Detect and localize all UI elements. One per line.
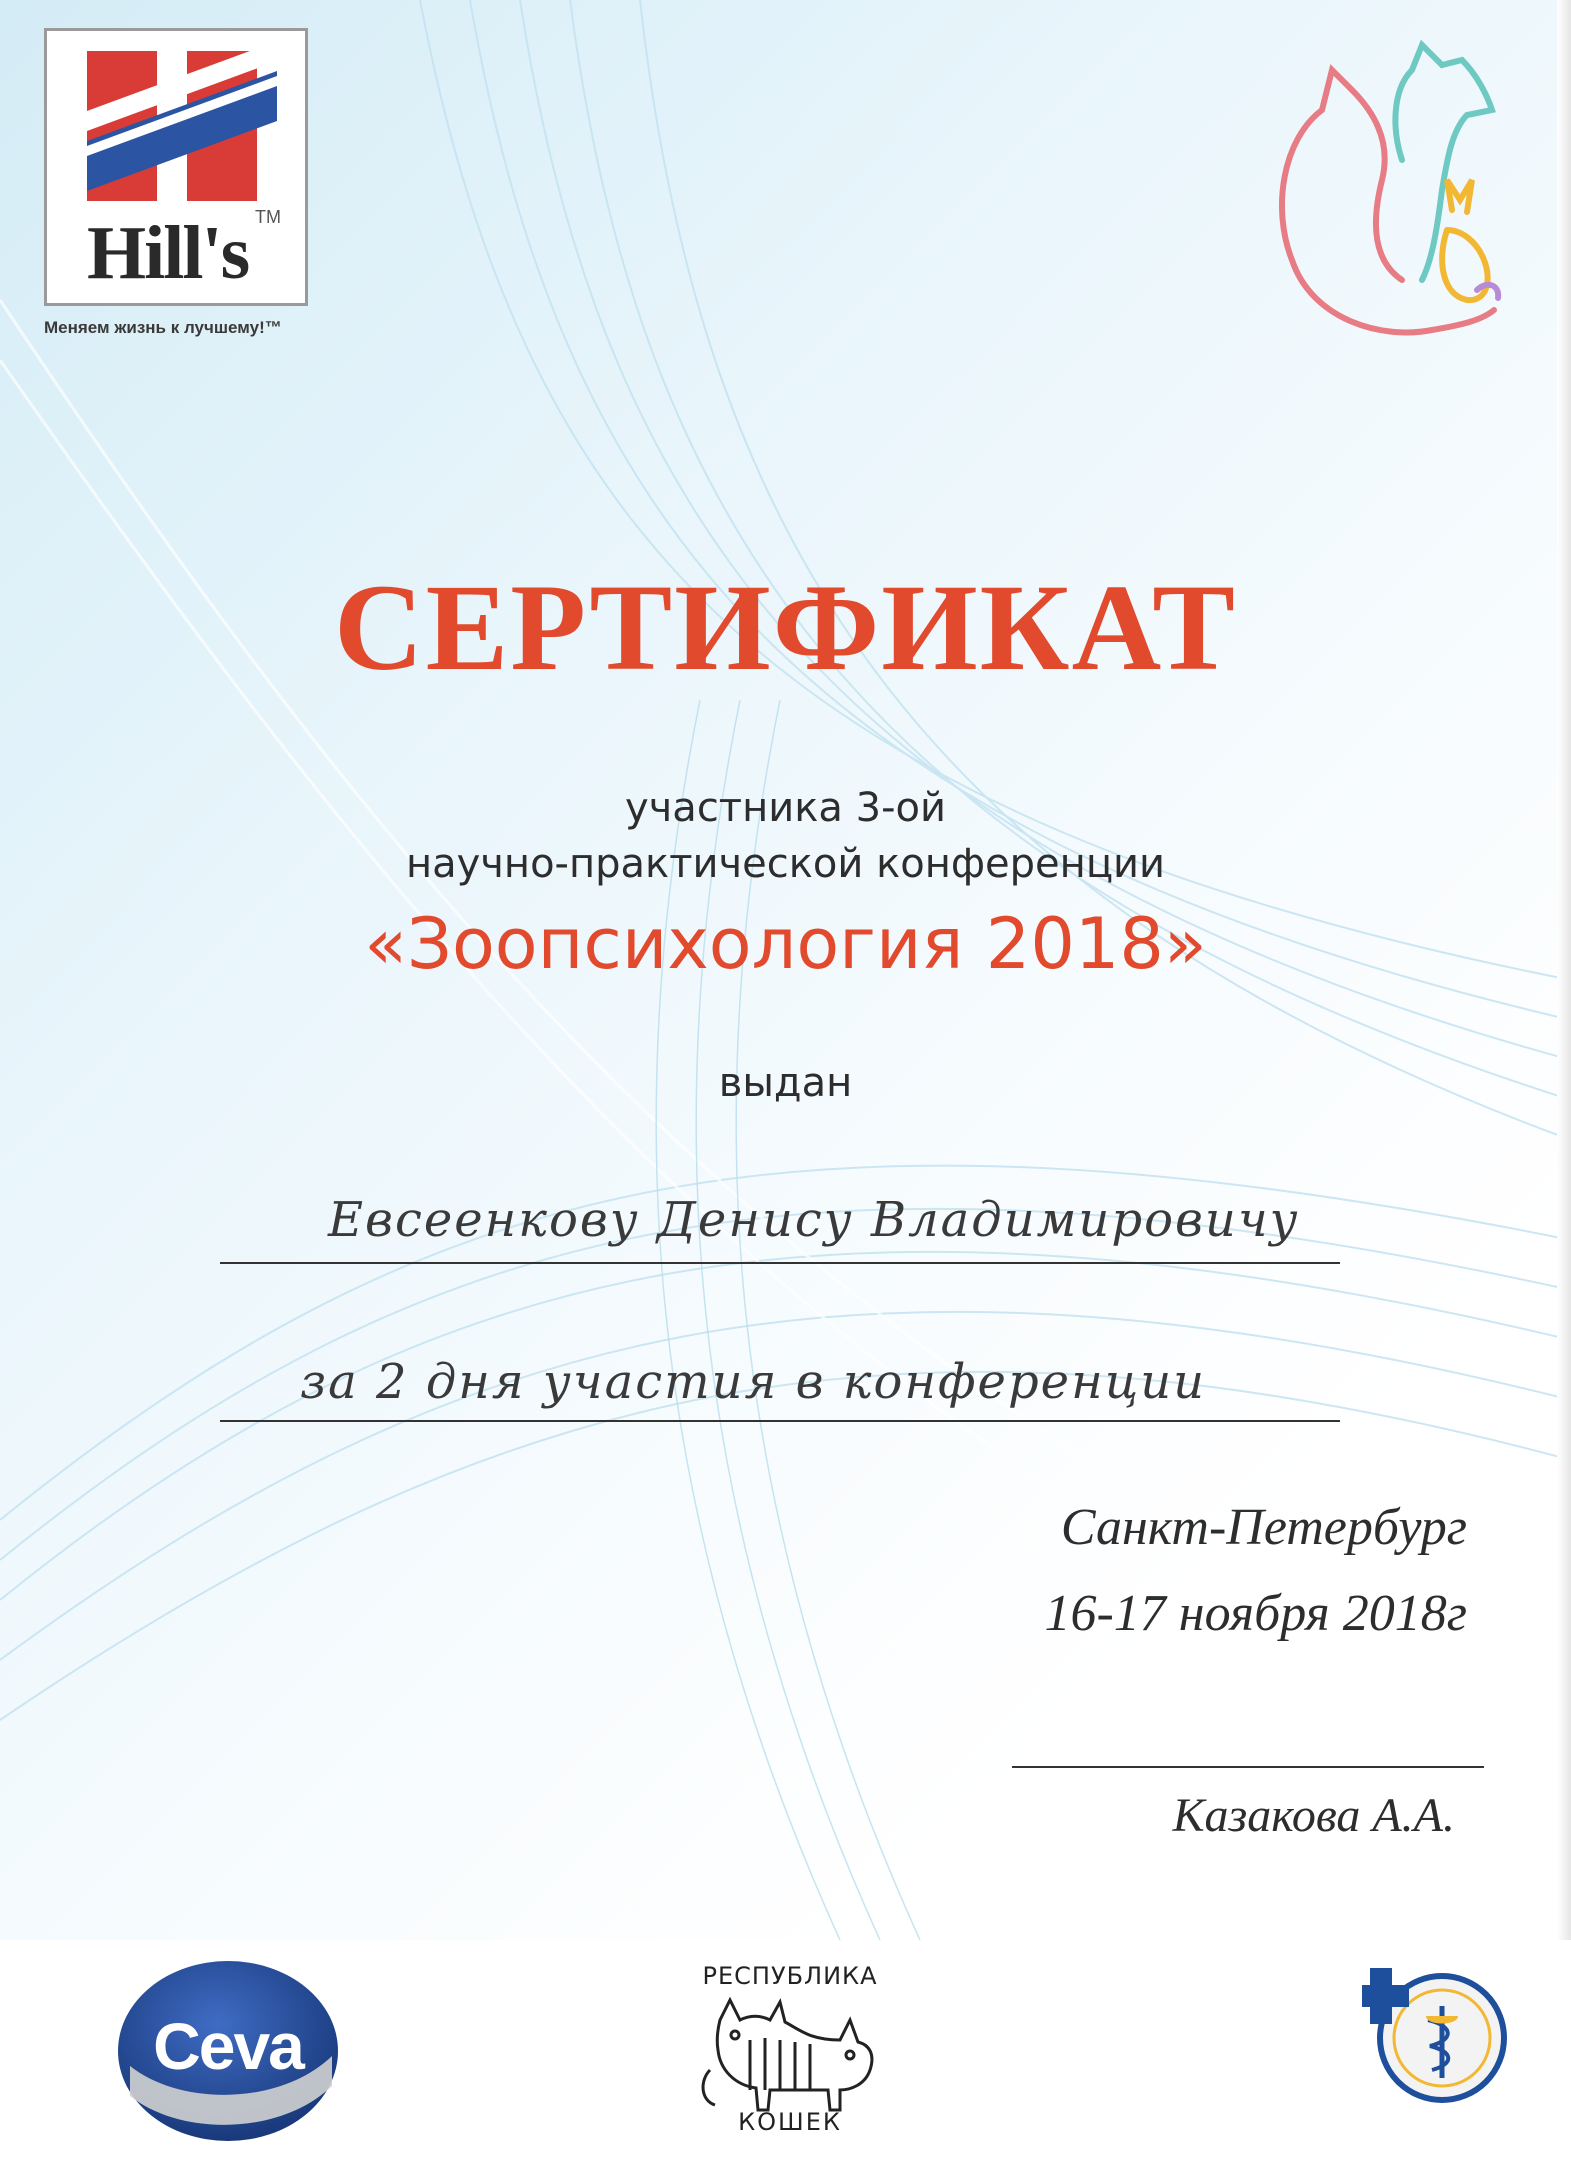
- signature-line: [1012, 1766, 1484, 1768]
- hills-tagline: Меняем жизнь к лучшему!™: [44, 318, 282, 337]
- cats-republic-bottom-text: КОШЕК: [738, 2108, 842, 2136]
- pets-outline-icon: [1262, 30, 1502, 350]
- reason-handwritten: за 2 дня участия в конференции: [300, 1354, 1207, 1410]
- subtitle-line-1: участника 3-ой: [625, 785, 946, 831]
- issued-label: выдан: [718, 1060, 853, 1106]
- hills-logo: [44, 28, 308, 306]
- recipient-underline: [220, 1262, 1340, 1264]
- city: Санкт-Петербург: [1060, 1499, 1467, 1556]
- signer-name: Казакова А.А.: [1172, 1789, 1455, 1842]
- certificate-title: СЕРТИФИКАТ: [334, 559, 1237, 696]
- hills-stripes-icon: [77, 51, 277, 201]
- vet-caduceus-emblem-icon: [1362, 1958, 1512, 2108]
- conference-name: «Зоопсихология 2018»: [364, 903, 1207, 985]
- hills-tm: TM: [255, 207, 281, 227]
- hills-wordmark: Hill's: [87, 211, 249, 295]
- ceva-wordmark: Ceva: [153, 2009, 303, 2083]
- reason-underline: [220, 1420, 1340, 1422]
- recipient-handwritten: Евсеенкову Денису Владимировичу: [328, 1192, 1300, 1248]
- event-date: 16-17 ноября 2018г: [1044, 1585, 1467, 1642]
- cats-republic-top-text: РЕСПУБЛИКА: [702, 1962, 878, 1990]
- subtitle-line-2: научно-практической конференции: [405, 841, 1166, 887]
